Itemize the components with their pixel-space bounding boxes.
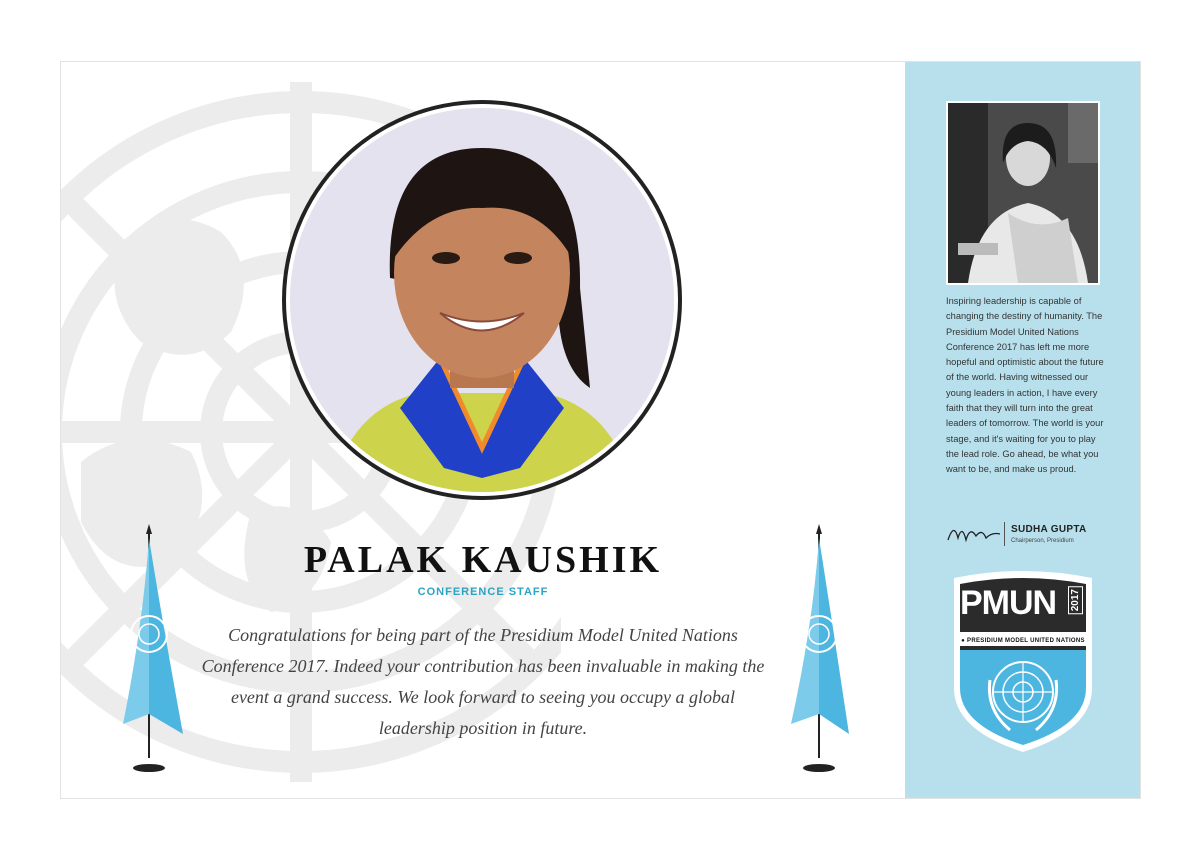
recipient-photo <box>286 104 678 496</box>
un-flag-left-icon <box>121 524 191 784</box>
chairperson-sidebar <box>905 62 1140 798</box>
signature-icon <box>946 518 1002 548</box>
pmun-year: 2017 <box>1068 586 1083 614</box>
portrait-illustration <box>290 108 674 492</box>
signature-divider <box>1004 522 1005 546</box>
pmun-logo-text: PMUN <box>960 584 1057 622</box>
un-flag-right-icon <box>783 524 853 784</box>
signatory-name: SUDHA GUPTA <box>1011 524 1087 535</box>
certificate-card <box>60 61 1141 799</box>
certificate-main <box>61 62 905 798</box>
recipient-name: PALAK KAUSHIK <box>303 539 663 581</box>
chairperson-quote: Inspiring leadership is capable of changing the destiny of humanity. The Presidium Model United Nations Conference 2017 has left me more hopeful and optimistic about the future of the world. Having witnessed our young leaders in action, I have every faith that they will turn into the great leaders of tomorrow. The world is your stage, and it's waiting for you to play the lead role. Go ahead, be what you want to be, and make us proud. <box>946 296 1104 475</box>
chairperson-portrait-illustration <box>948 103 1098 283</box>
chairperson-photo <box>946 101 1100 285</box>
pmun-subtitle: ● PRESIDIUM MODEL UNITED NATIONS <box>961 638 1085 644</box>
signature-block <box>946 518 1106 548</box>
signatory-title: Chairperson, Presidium <box>1011 538 1074 544</box>
pmun-badge <box>950 570 1096 755</box>
congratulation-message: Congratulations for being part of the Presidium Model United Nations Conference 2017. Indeed your contribution has been invaluable in making the event a grand success. We look forward to seeing you occupy a global leadership position in future. <box>201 625 765 738</box>
recipient-role: CONFERENCE STAFF <box>417 586 549 598</box>
